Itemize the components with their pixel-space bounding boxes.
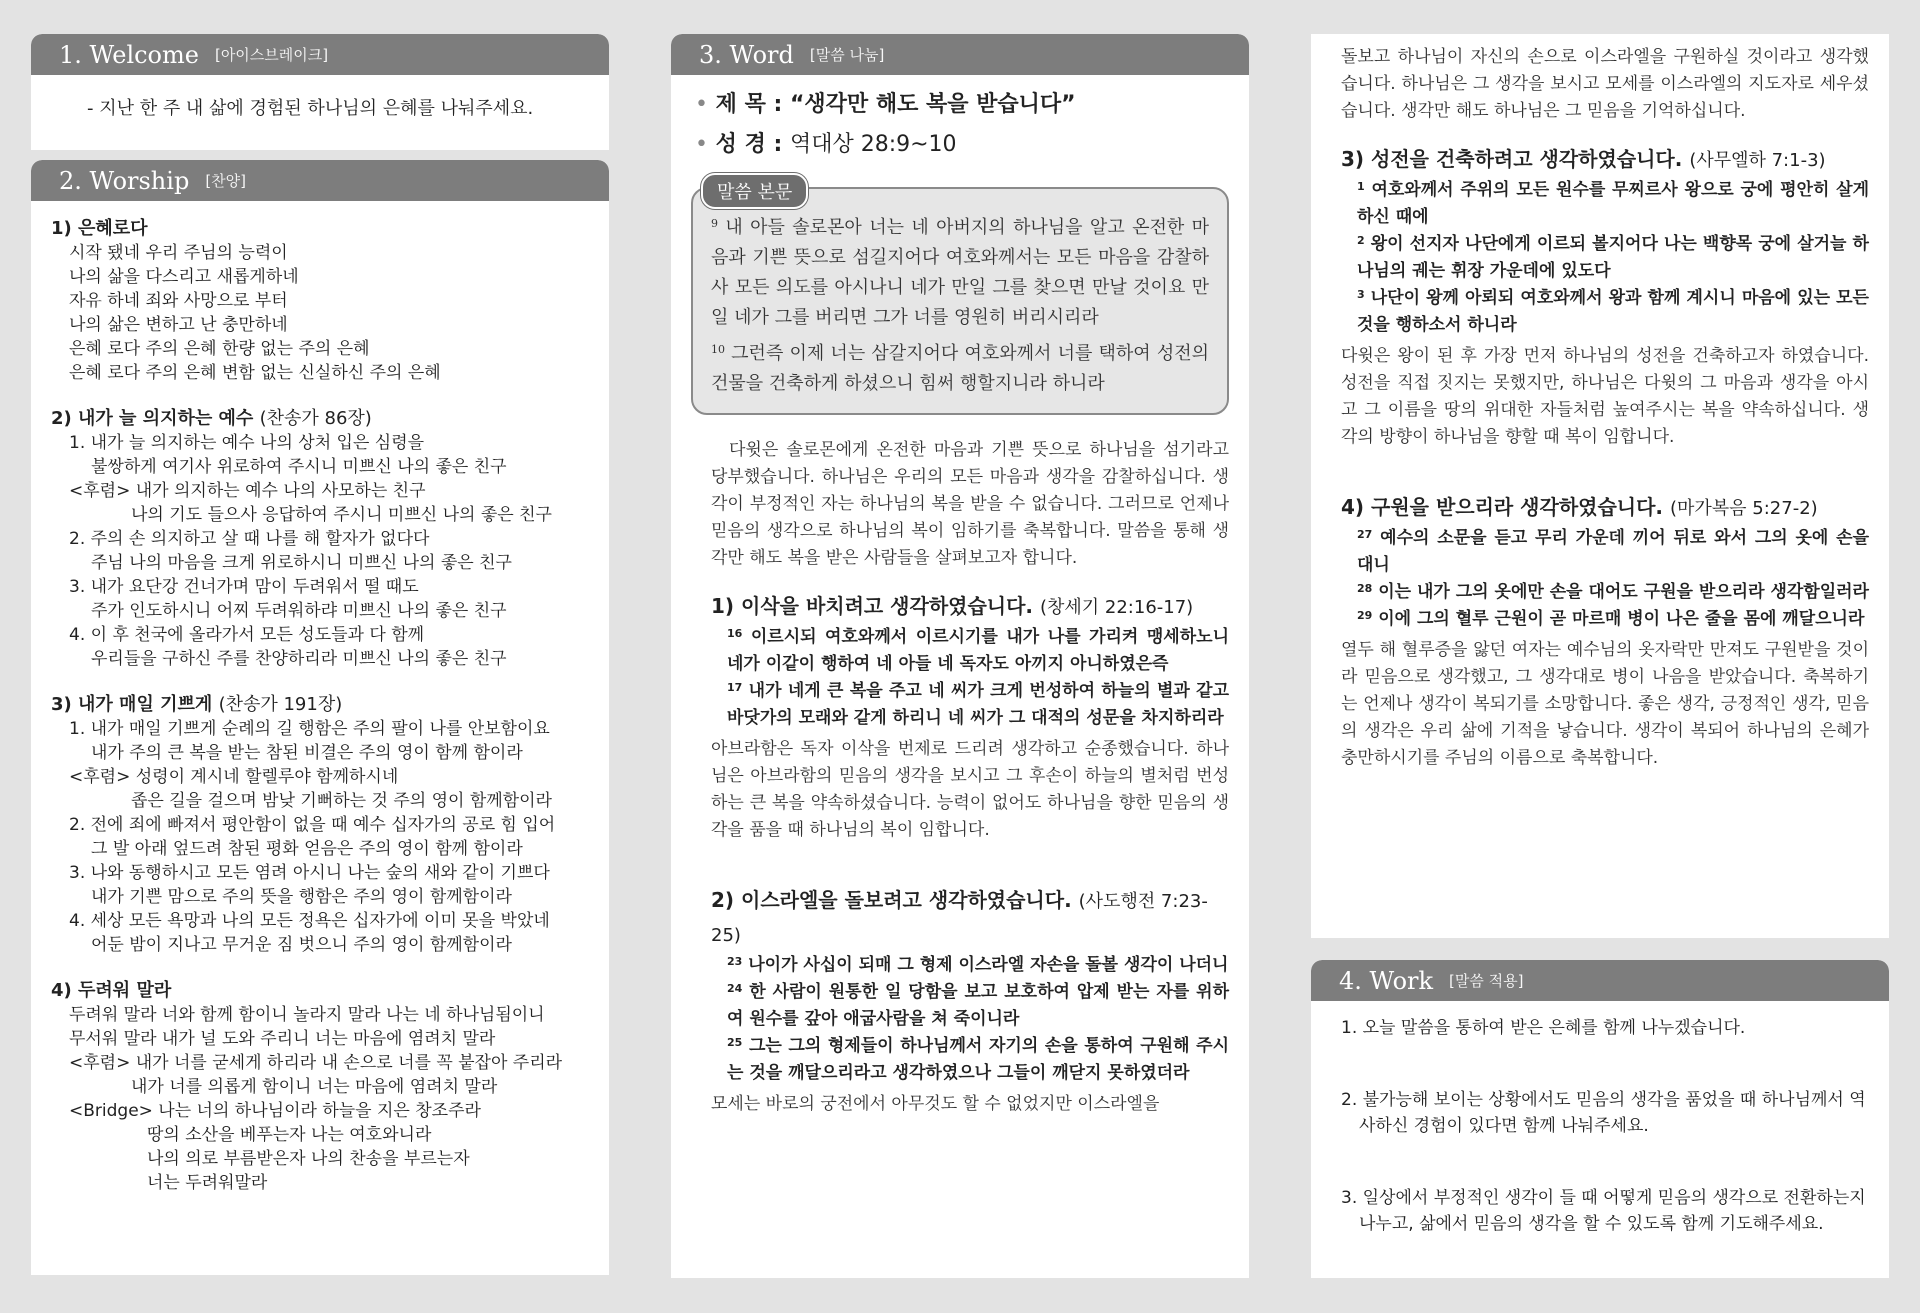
- verse-text: 그런즉 이제 너는 삼갈지어다 여호와께서 너를 택하여 성전의 건물을 건축하게 하셨으니 힘써 행할지니라 하니라: [711, 343, 1209, 394]
- verse-number: 9: [711, 217, 718, 230]
- lyric-line: 그 발 아래 엎드려 참된 평화 얻음은 주의 영이 함께 함이라: [91, 839, 523, 859]
- lyric-line: 나의 삶은 변하고 난 충만하네: [69, 315, 288, 335]
- word-continued-panel: [1311, 34, 1889, 938]
- welcome-header: [31, 34, 609, 75]
- lyric-line: 땅의 소산을 베푸는자 나는 여호와니라: [147, 1125, 432, 1145]
- lyric-line: 2. 전에 죄에 빠져서 평안함이 없을 때 예수 십자가의 공로 힘 입어: [69, 815, 556, 835]
- song-name: 3) 내가 매일 기쁘게: [51, 694, 213, 715]
- lyric-line: 3. 나와 동행하시고 모든 염려 아시니 나는 숲의 새와 같이 기쁘다: [69, 863, 550, 883]
- song-name: 2) 내가 늘 의지하는 예수: [51, 408, 254, 429]
- verse-text: 한 사람이 원통한 일 당함을 보고 보호하여 압제 받는 자를 위하여 원수를 갚아 애굽사람을 쳐 죽이니라: [727, 982, 1229, 1029]
- section-verse: [711, 1033, 1229, 1087]
- lyric-line: 내가 기쁜 맘으로 주의 뜻을 행함은 주의 영이 함께함이라: [91, 887, 512, 907]
- section-heading: [711, 884, 1229, 952]
- section-verse: [711, 979, 1229, 1033]
- lyric-line: 4. 이 후 천국에 올라가서 모든 성도들과 다 함께: [69, 625, 425, 645]
- worship-header: [31, 160, 609, 201]
- column-left: [31, 34, 609, 1275]
- scripture-tag: 말씀 본문: [701, 173, 808, 209]
- verse-number: 28: [1357, 582, 1373, 595]
- song-title: [51, 693, 589, 717]
- section-verse: [1341, 579, 1869, 606]
- section-title: 2) 이스라엘을 돌보려고 생각하였습니다.: [711, 888, 1072, 912]
- section-reference: (마가복음 5:27-2): [1670, 498, 1818, 519]
- verse-text: 여호와께서 주위의 모든 원수를 무찌르사 왕으로 궁에 평안히 살게 하신 때에: [1357, 180, 1869, 227]
- verse-text: 이르시되 여호와께서 이르시기를 내가 나를 가리켜 맹세하노니 네가 이같이 행하여 네 아들 네 독자도 아끼지 아니하였은즉: [727, 627, 1229, 674]
- word-subtitle: [말씀 나눔]: [809, 46, 885, 64]
- work-question: 1. 오늘 말씀을 통하여 받은 은혜를 함께 나누겠습니다.: [1341, 1018, 1746, 1038]
- word-title: 3. Word: [699, 40, 794, 69]
- column-right: [1311, 34, 1889, 1278]
- song-name: 1) 은혜로다: [51, 218, 148, 239]
- welcome-panel: [31, 34, 609, 150]
- work-question: 3. 일상에서 부정적인 생각이 들 때 어떻게 믿음의 생각으로 전환하는지 나누고, 삶에서 믿음의 생각을 할 수 있도록 함께 기도해주세요.: [1341, 1188, 1866, 1234]
- work-title: 4. Work: [1339, 966, 1434, 995]
- verse-text: 그는 그의 형제들이 하나님께서 자기의 손을 통하여 구원해 주시는 것을 깨달으리라고 생각하였으나 그들이 깨닫지 못하였더라: [727, 1036, 1229, 1083]
- lyric-line: 주가 인도하시니 어찌 두려워하랴 미쁘신 나의 좋은 친구: [91, 601, 507, 621]
- lyric-line: 나의 기도 들으사 응답하여 주시니 미쁘신 나의 좋은 친구: [131, 505, 552, 525]
- section-body: 모세는 바로의 궁전에서 아무것도 할 수 없었지만 이스라엘을: [711, 1094, 1160, 1114]
- lyric-line: 1. 내가 매일 기쁘게 순례의 길 행함은 주의 팔이 나를 안보함이요: [69, 719, 550, 739]
- lyric-line: 불쌍하게 여기사 위로하여 주시니 미쁘신 나의 좋은 친구: [91, 457, 507, 477]
- lyric-line: 1. 내가 늘 의지하는 예수 나의 상처 입은 심령을: [69, 433, 425, 453]
- verse-number: 10: [711, 343, 725, 356]
- spacer: [1341, 451, 1869, 473]
- section-verse: [711, 624, 1229, 678]
- lyric-line: 나의 삶을 다스리고 새롭게하네: [69, 267, 299, 287]
- verse-text: 나단이 왕께 아뢰되 여호와께서 왕과 함께 계시니 마음에 있는 모든 것을 행하소서 하니라: [1357, 288, 1869, 335]
- continued-text: 돌보고 하나님이 자신의 손으로 이스라엘을 구원하실 것이라고 생각했습니다. 하나님은 그 생각을 보시고 모세를 이스라엘의 지도자로 세우셨습니다. 생각만 해도 하나님은 그 믿음을 기억하십니다.: [1341, 47, 1869, 121]
- scripture-text: [691, 187, 1229, 415]
- lyric-line: 4. 세상 모든 욕망과 나의 모든 정욕은 십자가에 이미 못을 박았네: [69, 911, 550, 931]
- scripture-ref-row: • 성 경 : 역대상 28:9~10: [695, 132, 957, 157]
- verse-number: 17: [727, 681, 743, 694]
- sermon-intro: 다윗은 솔로몬에게 온전한 마음과 기쁜 뜻으로 하나님을 섬기라고 당부했습니다. 하나님은 우리의 모든 마음과 생각을 감찰하십니다. 생각이 부정적인 자는 하나님의 복을 받을 수 없습니다. 그러므로 언제나 믿음의 생각으로 하나님의 복이 임하기를 축복합니다. 말씀을 통해 생각만 해도 복을 받은 사람들을 살펴보고자 합니다.: [711, 440, 1229, 568]
- song-list: [31, 201, 609, 1205]
- section-reference: (사도행전 7:23-25): [711, 891, 1208, 946]
- song-title: [51, 979, 589, 1003]
- welcome-title: 1. Welcome: [59, 40, 199, 69]
- section-verse: [1341, 525, 1869, 579]
- sermon-title: “생각만 해도 복을 받습니다”: [789, 92, 1076, 117]
- scripture-label: 성 경: [715, 132, 766, 157]
- verse-number: 24: [727, 982, 743, 995]
- verse-number: 16: [727, 627, 743, 640]
- song-hymn-number: (찬송가 86장): [259, 408, 372, 429]
- section-verse: [1341, 177, 1869, 231]
- scripture-box: [691, 182, 1229, 415]
- worship-panel: [31, 160, 609, 1275]
- lyric-line: <후렴> 성령이 계시네 할렐루야 함께하시네: [69, 767, 399, 787]
- section-body: 다윗은 왕이 된 후 가장 먼저 하나님의 성전을 건축하고자 하였습니다. 성전을 직접 짓지는 못했지만, 하나님은 다윗의 그 마음과 생각을 아시고 그 이름을 땅의 위대한 자들처럼 높여주시는 복을 약속하십니다. 생각의 방향이 하나님을 향할 때 복이 임합니다.: [1341, 346, 1869, 447]
- section-heading: [1341, 491, 1869, 525]
- verse-number: 27: [1357, 528, 1373, 541]
- lyric-line: <후렴> 내가 의지하는 예수 나의 사모하는 친구: [69, 481, 426, 501]
- section-verse: [1341, 285, 1869, 339]
- lyric-line: 내가 너를 의롭게 함이니 너는 마음에 염려치 말라: [131, 1077, 498, 1097]
- lyric-line: 2. 주의 손 의지하고 살 때 나를 해 할자가 없다다: [69, 529, 430, 549]
- lyric-line: <Bridge> 나는 너의 하나님이라 하늘을 지은 창조주라: [69, 1101, 481, 1121]
- lyric-line: 너는 두려워말라: [147, 1173, 268, 1193]
- section-verse: [1341, 606, 1869, 633]
- verse-text: 나이가 사십이 되매 그 형제 이스라엘 자손을 돌볼 생각이 나더니: [748, 955, 1229, 975]
- scripture-verse: [711, 339, 1209, 399]
- lyric-line: 3. 내가 요단강 건너가며 맘이 두려워서 떨 때도: [69, 577, 419, 597]
- lyric-line: <후렴> 내가 너를 굳세게 하리라 내 손으로 너를 꼭 붙잡아 주리라: [69, 1053, 563, 1073]
- verse-text: 왕이 선지자 나단에게 이르되 볼지어다 나는 백향목 궁에 살거늘 하나님의 궤는 휘장 가운데에 있도다: [1357, 234, 1869, 281]
- sermon-title-label: 제 목: [715, 92, 766, 117]
- section-verse: [711, 952, 1229, 979]
- lyric-line: 두려워 말라 너와 함께 함이니 놀라지 말라 나는 네 하나님됨이니: [69, 1005, 545, 1025]
- song-title: [51, 217, 589, 241]
- verse-number: 3: [1357, 288, 1365, 301]
- spacer: [711, 844, 1229, 866]
- lyric-line: 우리들을 구하신 주를 찬양하리라 미쁘신 나의 좋은 친구: [91, 649, 507, 669]
- verse-number: 25: [727, 1036, 743, 1049]
- section-body: 열두 해 혈루증을 앓던 여자는 예수님의 옷자락만 만져도 구원받을 것이라 믿음으로 생각했고, 그 생각대로 병이 나음을 받았습니다. 축복하기는 언제나 생각이 복되기를 소망합니다. 좋은 생각, 긍정적인 생각, 믿음의 생각은 우리 삶에 기적을 낳습니다. 생각이 복되어 하나님의 은혜가 충만하시기를 주님의 이름으로 축복합니다.: [1341, 640, 1869, 768]
- lyric-line: 주님 나의 마음을 크게 위로하시니 미쁘신 나의 좋은 친구: [91, 553, 512, 573]
- lyric-line: 어둔 밤이 지나고 무거운 짐 벗으니 주의 영이 함께함이라: [91, 935, 512, 955]
- verse-text: 이에 그의 혈루 근원이 곧 마르매 병이 나은 줄을 몸에 깨달으니라: [1378, 609, 1865, 629]
- work-header: [1311, 960, 1889, 1001]
- lyric-line: 좁은 길을 걸으며 밤낮 기뻐하는 것 주의 영이 함께함이라: [131, 791, 552, 811]
- song-hymn-number: (찬송가 191장): [218, 694, 343, 715]
- section-verse: [711, 678, 1229, 732]
- lyric-line: 자유 하네 죄와 사망으로 부터: [69, 291, 288, 311]
- section-reference: (창세기 22:16-17): [1040, 597, 1194, 618]
- verse-text: 이는 내가 그의 옷에만 손을 대어도 구원을 받으리라 생각함일러라: [1378, 582, 1869, 602]
- worship-subtitle: [찬양]: [205, 172, 246, 190]
- lyric-line: 은혜 로다 주의 은혜 변함 없는 신실하신 주의 은혜: [69, 363, 441, 383]
- section-heading: [711, 590, 1229, 624]
- scripture-verse: [711, 213, 1209, 333]
- section-verse: [1341, 231, 1869, 285]
- verse-number: 23: [727, 955, 743, 968]
- verse-number: 29: [1357, 609, 1373, 622]
- verse-number: 1: [1357, 180, 1365, 193]
- verse-text: 예수의 소문을 듣고 무리 가운데 끼어 뒤로 와서 그의 옷에 손을 대니: [1357, 528, 1870, 575]
- col3-sections: [1341, 143, 1869, 772]
- work-subtitle: [말씀 적용]: [1449, 972, 1524, 990]
- section-reference: (사무엘하 7:1-3): [1689, 150, 1826, 171]
- lyric-line: 나의 의로 부름받은자 나의 찬송을 부르는자: [147, 1149, 470, 1169]
- verse-number: 2: [1357, 234, 1365, 247]
- song-name: 4) 두려워 말라: [51, 980, 172, 1001]
- welcome-subtitle: [아이스브레이크]: [214, 46, 329, 64]
- sermon-title-row: • 제 목 : “생각만 해도 복을 받습니다”: [695, 92, 1076, 117]
- worship-title: 2. Worship: [59, 166, 190, 195]
- section-title: 1) 이삭을 바치려고 생각하였습니다.: [711, 594, 1034, 618]
- work-panel: [1311, 960, 1889, 1278]
- section-body: 아브라함은 독자 이삭을 번제로 드리려 생각하고 순종했습니다. 하나님은 아브라함의 믿음의 생각을 보시고 그 후손이 하늘의 별처럼 번성하는 큰 복을 약속하셨습니다. 능력이 없어도 하나님을 향한 믿음의 생각을 품을 때 하나님의 복이 임합니다.: [711, 739, 1229, 840]
- lyric-line: 무서워 말라 내가 널 도와 주리니 너는 마음에 염려치 말라: [69, 1029, 496, 1049]
- column-middle: [671, 34, 1249, 1278]
- word-sections: [711, 590, 1229, 1118]
- lyric-line: 시작 됐네 우리 주님의 능력이: [69, 243, 288, 263]
- section-title: 3) 성전을 건축하려고 생각하였습니다.: [1341, 147, 1683, 171]
- scripture-reference: 역대상 28:9~10: [789, 132, 957, 157]
- work-list: [1311, 1001, 1889, 1237]
- verse-text: 내가 네게 큰 복을 주고 네 씨가 크게 번성하여 하늘의 별과 같고 바닷가의 모래와 같게 하리니 네 씨가 그 대적의 성문을 차지하리라: [727, 681, 1230, 728]
- welcome-text: - 지난 한 주 내 삶에 경험된 하나님의 은혜를 나눠주세요.: [87, 98, 534, 119]
- section-heading: [1341, 143, 1869, 177]
- work-question: 2. 불가능해 보이는 상황에서도 믿음의 생각을 품었을 때 하나님께서 역사하신 경험이 있다면 함께 나눠주세요.: [1341, 1090, 1866, 1136]
- song-title: [51, 407, 589, 431]
- lyric-line: 은혜 로다 주의 은혜 한량 없는 주의 은혜: [69, 339, 370, 359]
- word-header: [671, 34, 1249, 75]
- section-title: 4) 구원을 받으리라 생각하였습니다.: [1341, 495, 1664, 519]
- lyric-line: 내가 주의 큰 복을 받는 참된 비결은 주의 영이 함께 함이라: [91, 743, 523, 763]
- word-panel: [671, 34, 1249, 1278]
- verse-text: 내 아들 솔로몬아 너는 네 아버지의 하나님을 알고 온전한 마음과 기쁜 뜻으로 섬길지어다 여호와께서는 모든 마음을 감찰하사 모든 의도를 아시나니 네가 만일 그를 찾으면 만날 것이요 만일 네가 그를 버리면 그가 너를 영원히 버리시리라: [711, 217, 1209, 328]
